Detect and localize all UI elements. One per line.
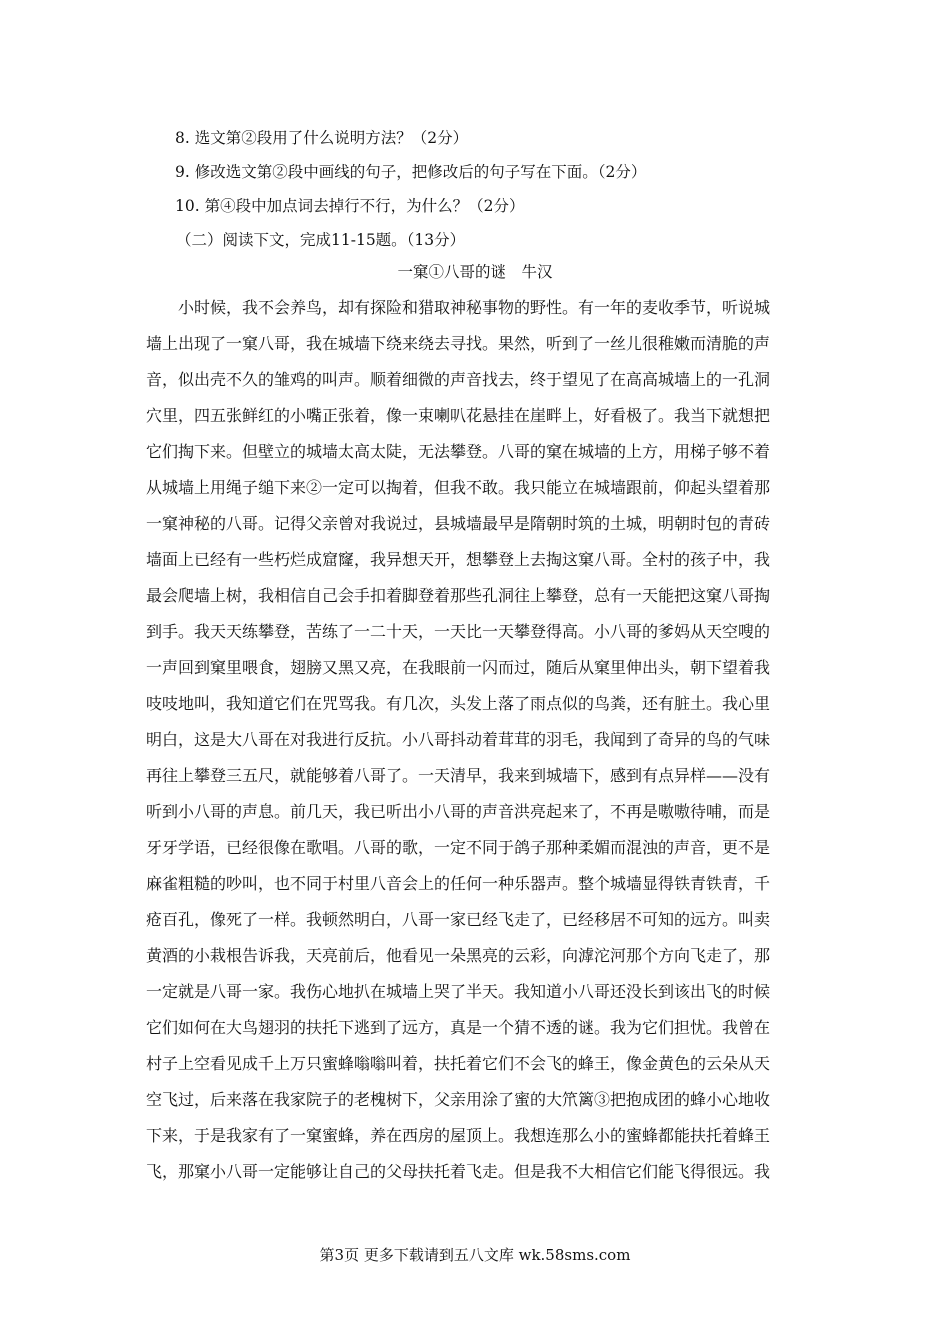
- article-line: 墙上出现了一窠八哥，我在城墙下绕来绕去寻找。果然，听到了一丝儿很稚嫩而清脆的声: [146, 334, 771, 353]
- article-line: 小时候，我不会养鸟，却有探险和猎取神秘事物的野性。有一年的麦收季节，听说城: [146, 298, 771, 317]
- question-8: 8. 选文第②段用了什么说明方法？（2分）: [175, 129, 469, 147]
- article-title: 一窠①八哥的谜 牛汉: [397, 263, 553, 281]
- article-line: 牙牙学语，已经很像在歌唱。八哥的歌，一定不同于鸽子那种柔媚而混浊的声音，更不是: [146, 838, 771, 857]
- article-line: 一窠神秘的八哥。记得父亲曾对我说过，县城墙最早是隋朝时筑的土城，明朝时包的青砖: [146, 514, 771, 533]
- article-line: 音，似出壳不久的雏鸡的叫声。顺着细微的声音找去，终于望见了在高高城墙上的一孔洞: [146, 370, 771, 389]
- article-line: 听到小八哥的声息。前几天，我已听出小八哥的声音洪亮起来了，不再是嗷嗷待哺，而是: [146, 802, 771, 821]
- article-line: 一定就是八哥一家。我伤心地扒在城墙上哭了半天。我知道小八哥还没长到该出飞的时候: [146, 982, 771, 1001]
- article-line: 吱吱地叫，我知道它们在咒骂我。有几次，头发上落了雨点似的鸟粪，还有脏土。我心里: [146, 694, 771, 713]
- article-line: 下来，于是我家有了一窠蜜蜂，养在西房的屋顶上。我想连那么小的蜜蜂都能扶托着蜂王: [146, 1126, 771, 1145]
- article-body: [146, 290, 816, 1190]
- article-line: 空飞过，后来落在我家院子的老槐树下，父亲用涂了蜜的大笊篱③把抱成团的蜂小心地收: [146, 1090, 771, 1109]
- article-line: 穴里，四五张鲜红的小嘴正张着，像一束喇叭花悬挂在崖畔上，好看极了。我当下就想把: [146, 406, 771, 425]
- article-line: 疮百孔，像死了一样。我顿然明白，八哥一家已经飞走了，已经移居不可知的远方。叫卖: [146, 910, 771, 929]
- article-line: 飞，那窠小八哥一定能够让自己的父母扶托着飞走。但是我不大相信它们能飞得很远。我: [146, 1162, 771, 1181]
- article-line: 再往上攀登三五尺，就能够着八哥了。一天清早，我来到城墙下，感到有点异样——没有: [146, 766, 771, 785]
- section-heading: （二）阅读下文，完成11-15题。（13分）: [176, 231, 466, 249]
- article-line: 麻雀粗糙的吵叫，也不同于村里八音会上的任何一种乐器声。整个城墙显得铁青铁青，千: [146, 874, 771, 893]
- article-line: 墙面上已经有一些朽烂成窟窿，我异想天开，想攀登上去掏这窠八哥。全村的孩子中，我: [146, 550, 771, 569]
- article-line: 从城墙上用绳子缒下来②一定可以掏着，但我不敢。我只能立在城墙跟前，仰起头望着那: [146, 478, 771, 497]
- article-line: 它们掏下来。但壁立的城墙太高太陡，无法攀登。八哥的窠在城墙的上方，用梯子够不着: [146, 442, 771, 461]
- article-line: 到手。我天天练攀登，苦练了一二十天，一天比一天攀登得高。小八哥的爹妈从天空嗖的: [146, 622, 771, 641]
- article-line: 最会爬墙上树，我相信自己会手扣着脚登着那些孔洞往上攀登，总有一天能把这窠八哥掏: [146, 586, 771, 605]
- article-line: 一声回到窠里喂食，翅膀又黑又亮，在我眼前一闪而过，随后从窠里伸出头，朝下望着我: [146, 658, 771, 677]
- article-line: 它们如何在大鸟翅羽的扶托下逃到了远方，真是一个猜不透的谜。我为它们担忧。我曾在: [146, 1018, 771, 1037]
- article-line: 村子上空看见成千上万只蜜蜂嗡嗡叫着，扶托着它们不会飞的蜂王，像金黄色的云朵从天: [146, 1054, 771, 1073]
- question-10: 10. 第④段中加点词去掉行不行，为什么？（2分）: [175, 197, 525, 215]
- article-line: 明白，这是大八哥在对我进行反抗。小八哥抖动着茸茸的羽毛，我闻到了奇异的鸟的气味: [146, 730, 771, 749]
- article-line: 黄酒的小栽根告诉我，天亮前后，他看见一朵黑亮的云彩，向滹沱河那个方向飞走了，那: [146, 946, 771, 965]
- page-footer: 第3页 更多下载请到五八文库 wk.58sms.com: [319, 1246, 631, 1264]
- question-9: 9. 修改选文第②段中画线的句子，把修改后的句子写在下面。（2分）: [175, 163, 647, 181]
